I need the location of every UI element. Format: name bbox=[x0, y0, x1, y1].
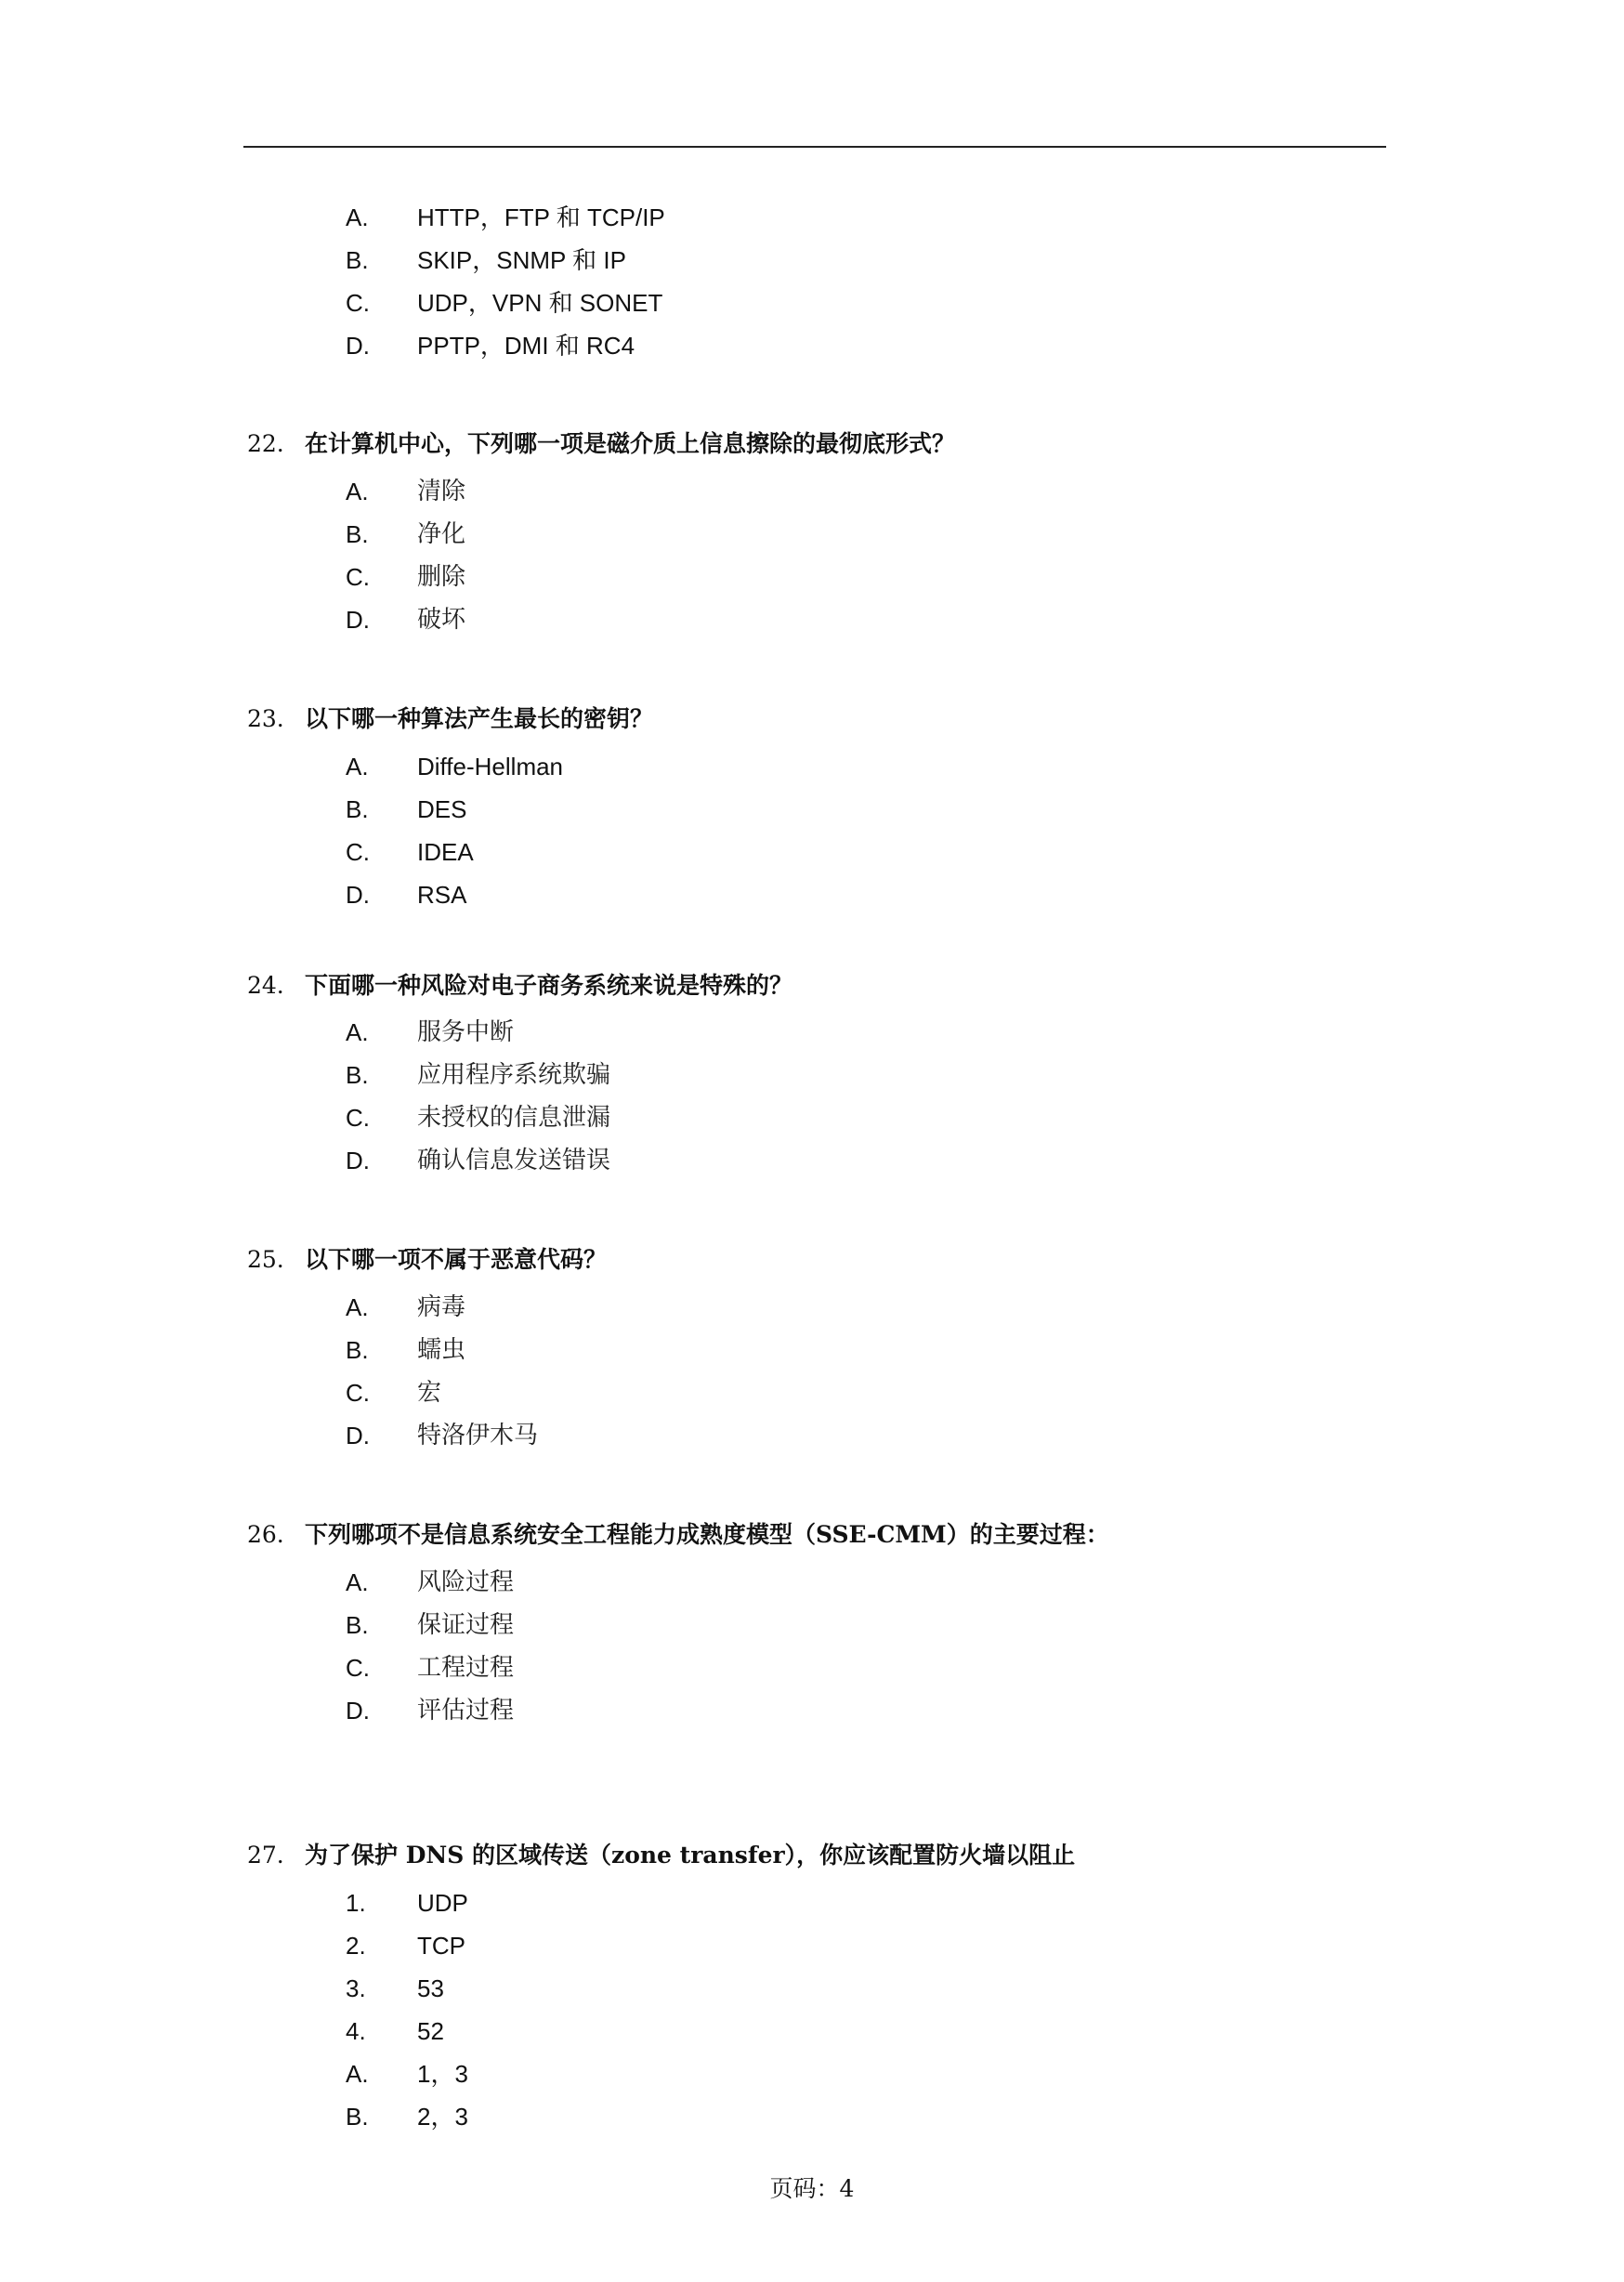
item-text: 52 bbox=[417, 2017, 444, 2045]
option-text: 风险过程 bbox=[417, 1568, 515, 1596]
item-text: 53 bbox=[417, 1974, 444, 2002]
question-number: 23. bbox=[247, 705, 284, 732]
option-text: HTTP，FTP 和 TCP/IP bbox=[417, 203, 665, 231]
option-text: 破坏 bbox=[417, 606, 466, 634]
question-number: 27. bbox=[247, 1842, 284, 1869]
header-rule bbox=[243, 146, 1386, 148]
option-label: B. bbox=[346, 520, 369, 548]
question-text: 以下哪一项不属于恶意代码？ bbox=[305, 1246, 608, 1273]
option-label: B. bbox=[346, 1336, 369, 1364]
option-text: DES bbox=[417, 795, 467, 823]
option-text: UDP，VPN 和 SONET bbox=[417, 289, 663, 317]
option-label: D. bbox=[346, 332, 370, 360]
option-text: 保证过程 bbox=[417, 1611, 515, 1639]
question-text: 下面哪一种风险对电子商务系统来说是特殊的？ bbox=[305, 972, 793, 999]
option-label: C. bbox=[346, 838, 370, 866]
option-text: 2，3 bbox=[417, 2103, 468, 2131]
item-label: 4. bbox=[346, 2017, 366, 2045]
option-label: B. bbox=[346, 2103, 369, 2131]
option-label: C. bbox=[346, 1654, 370, 1682]
option-label: C. bbox=[346, 1104, 370, 1132]
option-text: 净化 bbox=[417, 520, 466, 548]
option-text: 应用程序系统欺骗 bbox=[417, 1061, 611, 1089]
question-number: 26. bbox=[247, 1521, 284, 1548]
option-text: 特洛伊木马 bbox=[417, 1422, 539, 1449]
option-text: 服务中断 bbox=[417, 1018, 515, 1046]
item-label: 3. bbox=[346, 1974, 366, 2002]
option-text: RSA bbox=[417, 881, 467, 909]
option-text: SKIP，SNMP 和 IP bbox=[417, 246, 626, 274]
option-label: A. bbox=[346, 1293, 369, 1321]
option-text: PPTP，DMI 和 RC4 bbox=[417, 332, 635, 360]
option-label: A. bbox=[346, 1018, 369, 1046]
question-number: 24. bbox=[247, 972, 284, 999]
option-text: 蠕虫 bbox=[417, 1336, 466, 1364]
option-text: Diffe-Hellman bbox=[417, 753, 564, 780]
option-text: 未授权的信息泄漏 bbox=[417, 1104, 611, 1132]
question-text: 以下哪一种算法产生最长的密钥？ bbox=[305, 705, 654, 732]
option-text: IDEA bbox=[417, 838, 474, 866]
option-label: D. bbox=[346, 881, 370, 909]
item-text: TCP bbox=[417, 1932, 465, 1960]
option-label: B. bbox=[346, 1061, 369, 1089]
option-text: 1，3 bbox=[417, 2060, 468, 2088]
option-label: D. bbox=[346, 1697, 370, 1725]
option-label: A. bbox=[346, 203, 369, 231]
option-label: B. bbox=[346, 246, 369, 274]
question-text: 为了保护 DNS 的区域传送（zone transfer），你应该配置防火墙以阻止 bbox=[305, 1842, 1076, 1869]
question-number: 22. bbox=[247, 430, 284, 457]
question-number: 25. bbox=[247, 1246, 284, 1273]
option-label: C. bbox=[346, 289, 370, 317]
option-text: 宏 bbox=[417, 1379, 442, 1407]
option-label: D. bbox=[346, 1147, 370, 1174]
option-text: 工程过程 bbox=[417, 1654, 515, 1682]
option-text: 删除 bbox=[417, 563, 466, 591]
option-label: D. bbox=[346, 606, 370, 634]
question-text: 下列哪项不是信息系统安全工程能力成熟度模型（SSE-CMM）的主要过程： bbox=[305, 1521, 1109, 1548]
option-text: 评估过程 bbox=[417, 1697, 515, 1725]
option-text: 病毒 bbox=[417, 1293, 466, 1321]
option-text: 清除 bbox=[417, 478, 466, 505]
option-label: B. bbox=[346, 795, 369, 823]
option-label: A. bbox=[346, 2060, 369, 2088]
item-text: UDP bbox=[417, 1889, 468, 1917]
option-label: A. bbox=[346, 753, 369, 780]
option-label: C. bbox=[346, 563, 370, 591]
option-label: D. bbox=[346, 1422, 370, 1449]
option-label: B. bbox=[346, 1611, 369, 1639]
item-label: 2. bbox=[346, 1932, 366, 1960]
option-text: 确认信息发送错误 bbox=[417, 1147, 611, 1174]
option-label: C. bbox=[346, 1379, 370, 1407]
option-label: A. bbox=[346, 1568, 369, 1596]
question-text: 在计算机中心，下列哪一项是磁介质上信息擦除的最彻底形式？ bbox=[305, 430, 956, 457]
option-label: A. bbox=[346, 478, 369, 505]
item-label: 1. bbox=[346, 1889, 366, 1917]
page-number: 页码：4 bbox=[769, 2175, 855, 2202]
